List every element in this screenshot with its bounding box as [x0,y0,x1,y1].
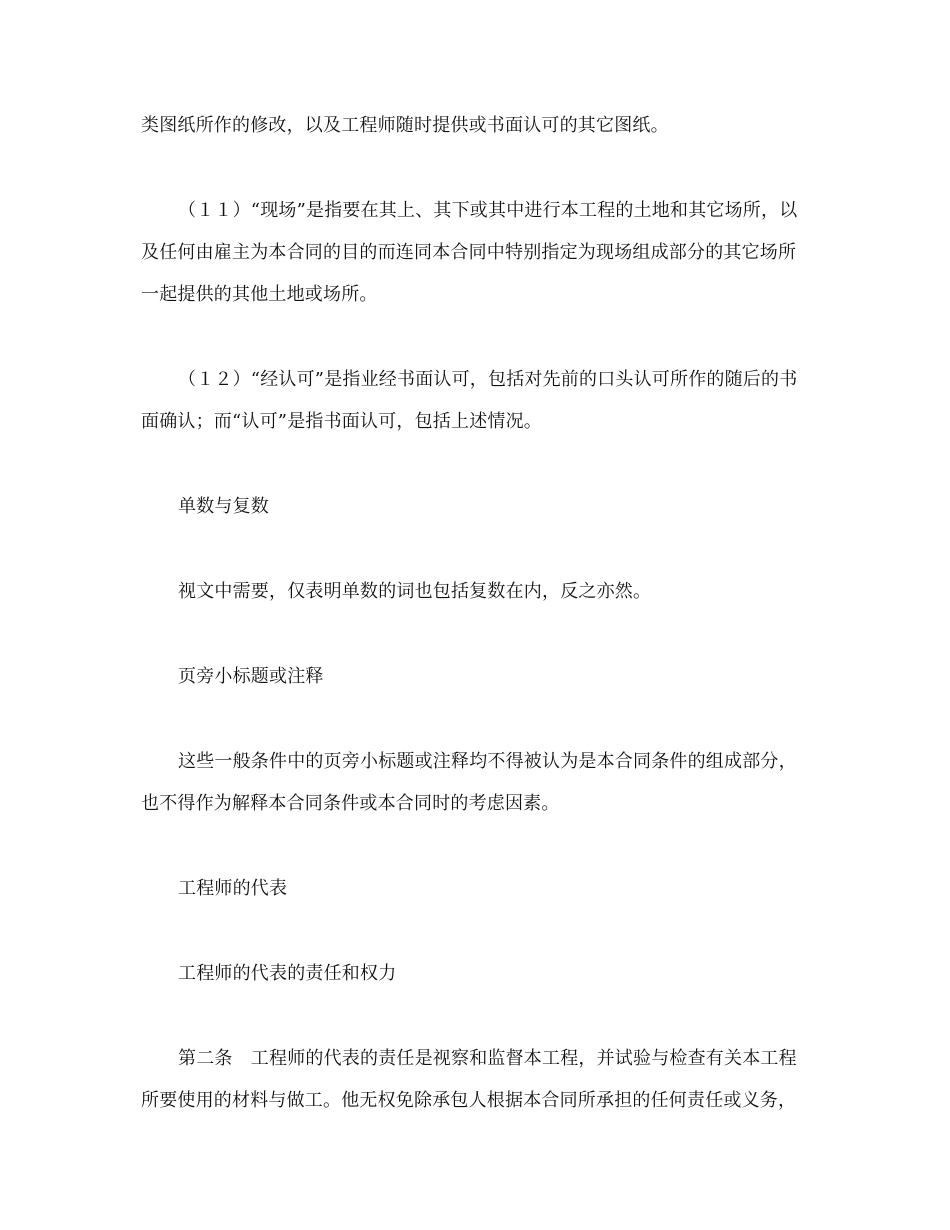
heading-singular-plural: 单数与复数 [178,496,269,517]
heading-marginal-notes: 页旁小标题或注释 [178,666,324,687]
clause-11-line-3: 一起提供的其他土地或场所。 [141,284,378,305]
clause-12-line-2: 面确认；而“认可”是指书面认可，包括上述情况。 [141,411,543,432]
singular-plural-text: 视文中需要，仅表明单数的词也包括复数在内，反之亦然。 [178,581,652,602]
marginal-notes-line-1: 这些一般条件中的页旁小标题或注释均不得被认为是本合同条件的组成部分， [178,751,797,772]
clause-12-line-1: （１２）“经认可”是指业经书面认可，包括对先前的口头认可所作的随后的书 [178,369,798,390]
clause-11-line-1: （１１）“现场”是指要在其上、其下或其中进行本工程的土地和其它场所，以 [178,200,798,221]
clause-11-line-2: 及任何由雇主为本合同的目的而连同本合同中特别指定为现场组成部分的其它场所 [141,242,797,263]
heading-duties-and-authority: 工程师的代表的责任和权力 [178,963,397,984]
article-2-line-1: 第二条 工程师的代表的责任是视察和监督本工程，并试验与检查有关本工程 [178,1048,797,1069]
marginal-notes-line-2: 也不得作为解释本合同条件或本合同时的考虑因素。 [141,793,560,814]
paragraph-continuation-line: 类图纸所作的修改，以及工程师随时提供或书面认可的其它图纸。 [141,115,669,136]
heading-engineer-representative: 工程师的代表 [178,878,288,899]
article-2-line-2: 所要使用的材料与做工。他无权免除承包人根据本合同所承担的任何责任或义务， [141,1090,797,1111]
